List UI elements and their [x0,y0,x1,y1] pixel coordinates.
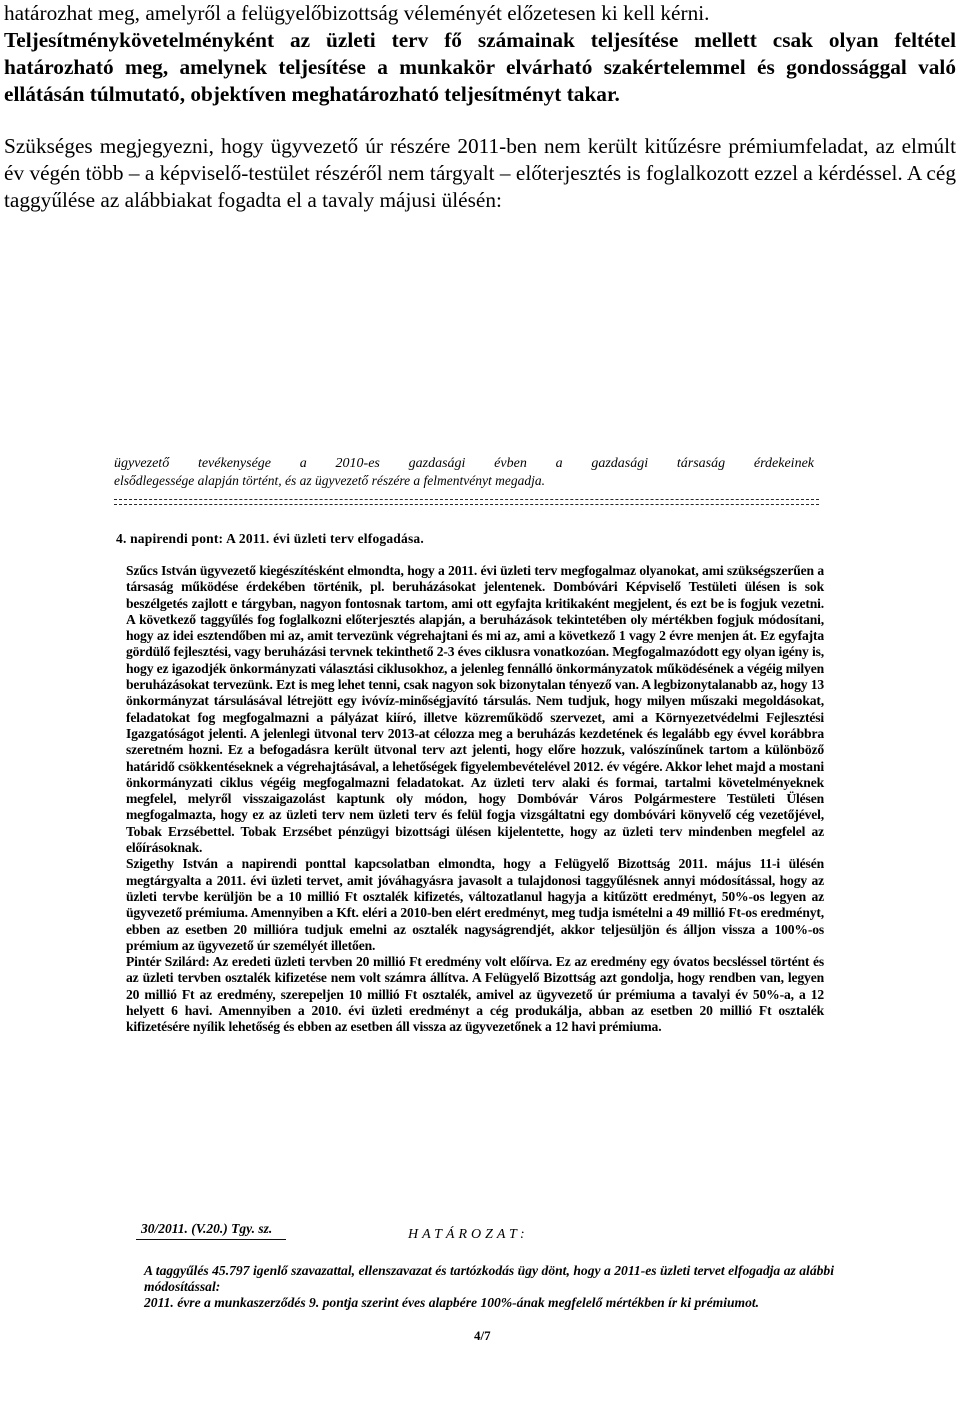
page-number: 4/7 [474,1328,491,1343]
resolution-title: HATÁROZAT: [408,1227,529,1242]
paragraph-performance-requirement: Teljesítménykövetelményként az üzleti terv fő számainak teljesítése mellett csak olyan feltétel határozható meg, amelynek teljesítése a munkakör elvárható szakértelemmel és gondossággal való ellátásán túlmutató, objektíven meghatározható teljesítményt takar. [4,28,956,106]
scan-header-line-2: elsődlegessége alapján történt, és az ügyvezető részére a felmentvényt megadja. [114,473,546,488]
minutes-paragraph-3: Pintér Szilárd: Az eredeti üzleti tervben 20 millió Ft eredmény volt előírva. Ez az eredmény egy óvatos becsléssel történt és az üzleti tervben osztalék kifizetése nem volt számra állítva. A Felügyelő Bizottság azt gondolja, hogy rendben van, legyen 20 millió Ft az eredmény, szerepeljen 10 millió Ft osztalék, amivel az ügyvezető úr prémiuma a tavalyi év 50%-a, a 12 helyett 6 havi. Amennyiben a 2010. évi üzleti eredményt a cég produkálja, abban az esetben 20 millió Ft osztalék kifizetésére nyílik lehetőség és ebben az esetben áll vissza az ügyvezetőnek a 12 havi prémiuma. [126,954,824,1035]
minutes-paragraph-1: Szűcs István ügyvezető kiegészítésként elmondta, hogy a 2011. évi üzleti terv megfogalmaz olyanokat, ami szükségszerűen a társaság működése érdekében történik, pl. beruházásokat jelentenek. Dombóvári Képviselő Testületi ülésen is sok beszélgetés zajlott e tárgyban, nagyon fontosnak tartom, ami ott egyfajta kritikaként megjelent, és ezt be is fogjuk vezetni. A következő taggyűlés fog foglalkozni előterjesztés alapján, a beruházások tekintetében oly mértékben fogjuk módosítani, hogy az idei esztendőben mi az, amit tervezünk végrehajtani és mi az, ami a következő 1 vagy 2 évre menjen át. Ez egyfajta gördülő fejlesztési, vagy beruházási tervnek tekinthető 2-3 éves ciklusra vonatkozóan. Megfogalmazódott egy olyan igény is, hogy ez igazodjék önkormányzati választási ciklusokhoz, a jelenleg fennálló önkormányzatok működésének a végéig milyen beruházásokat tervezünk. Ezt is meg lehet tenni, csak nagyon sok bizonytalan tényező van. A legbizonytalanabb az, hogy 13 önkormányzat társulásával létrejött egy ivóvíz-minőségjavító társulás. Nem tudjuk, hogy milyen műszaki megoldásokat, feladatokat fog megfogalmazni a pályázat kiíró, illetve közreműködő szervezet, ami a Környezetvédelmi Fejlesztési Igazgatóságot jelenti. A jelenlegi ütvonal terv 2013-at célozza meg a beruházás kezdetének és legalább egy évvel korábbra szeretném hozni. Ez a befogadásra került ütvonal terv azt jelenti, hogy előre hozzuk, valószínűnek tartom a különböző határidő csökkentéseknek a végrehajtásával, a lehetőségek figyelembevételével 2012. év végére. Akkor lehet majd a mostani önkormányzati ciklus végéig megfogalmazni feladatokat. Az üzleti terv alaki és formai, tartalmi követelményeknek megfelel, melyről visszaigazolást kaptunk oly módon, hogy Dombóvár Város Polgármestere Testületi Ülésen megfogalmazta, hogy ez az üzleti terv nem üzleti terv és felül fogja vizsgáltatni egy dombóvári könyvelő cég vezetőjével, Tobak Erzsébettel. Tobak Erzsébet pénzügyi bizottsági ülésen kijelentette, hogy az üzleti terv mindenben megfelel az előírásoknak. [126,563,824,856]
resolution-text [144,1263,834,1311]
reference-underline [136,1239,286,1240]
scanned-minutes-page [108,455,848,1360]
scan-divider [114,499,819,500]
scan-divider-2 [114,504,819,505]
resolution-paragraph-2: 2011. évre a munkaszerződés 9. pontja szerint éves alapbére 100%-ának megfelelő mértékben ír ki prémiumot. [144,1295,760,1310]
paragraph-note: Szükséges megjegyezni, hogy ügyvezető úr részére 2011-ben nem került kitűzésre prémiumfeladat, az elmúlt év végén több – a képviselő-testület részéről nem tárgyalt – előterjesztés is foglalkozott ezzel a kérdéssel. A cég taggyűlése az alábbiakat fogadta el a tavaly májusi ülésén: [4,134,956,212]
minutes-paragraph-2: Szigethy István a napirendi ponttal kapcsolatban elmondta, hogy a Felügyelő Bizottság 2011. május 11-i ülésén megtárgyalta a 2011. évi üzleti tervet, amit jóváhagyásra javasolt a tulajdonosi taggyűlésnek annyi módosítással, hogy az üzleti tervbe kerüljön be a 10 millió Ft osztalék kifizetés, változatlanul hagyja a kitűzött eredményt, 50%-os legyen az ügyvezető prémiuma. Amennyiben a Kft. eléri a 2010-ben elért eredményt, meg tudja ismételni a 49 millió Ft-os eredményt, ebben az esetben 20 millióra tudjuk emelni az osztalék nagyságrendjét, akkor teljesüljön és álljon vissza a 100%-os prémium az ügyvezető úr személyét illetően. [126,856,824,953]
document-text [4,0,956,214]
minutes-body [126,563,824,1036]
scan-header-line-1: ügyvezető tevékenysége a 2010-es gazdasági évben a gazdasági társaság érdekeinek [114,456,814,471]
resolution-reference: 30/2011. (V.20.) Tgy. sz. [141,1221,273,1236]
resolution-paragraph-1: A taggyűlés 45.797 igenlő szavazattal, ellenszavazat és tartózkodás ügy dönt, hogy a 2011-es üzleti tervet elfogadja az alábbi módosítással: [144,1263,834,1294]
paragraph-continuation: határozhat meg, amelyről a felügyelőbizottság véleményét előzetesen ki kell kérni. [4,1,710,25]
agenda-heading: 4. napirendi pont: A 2011. évi üzleti terv elfogadása. [116,531,424,546]
